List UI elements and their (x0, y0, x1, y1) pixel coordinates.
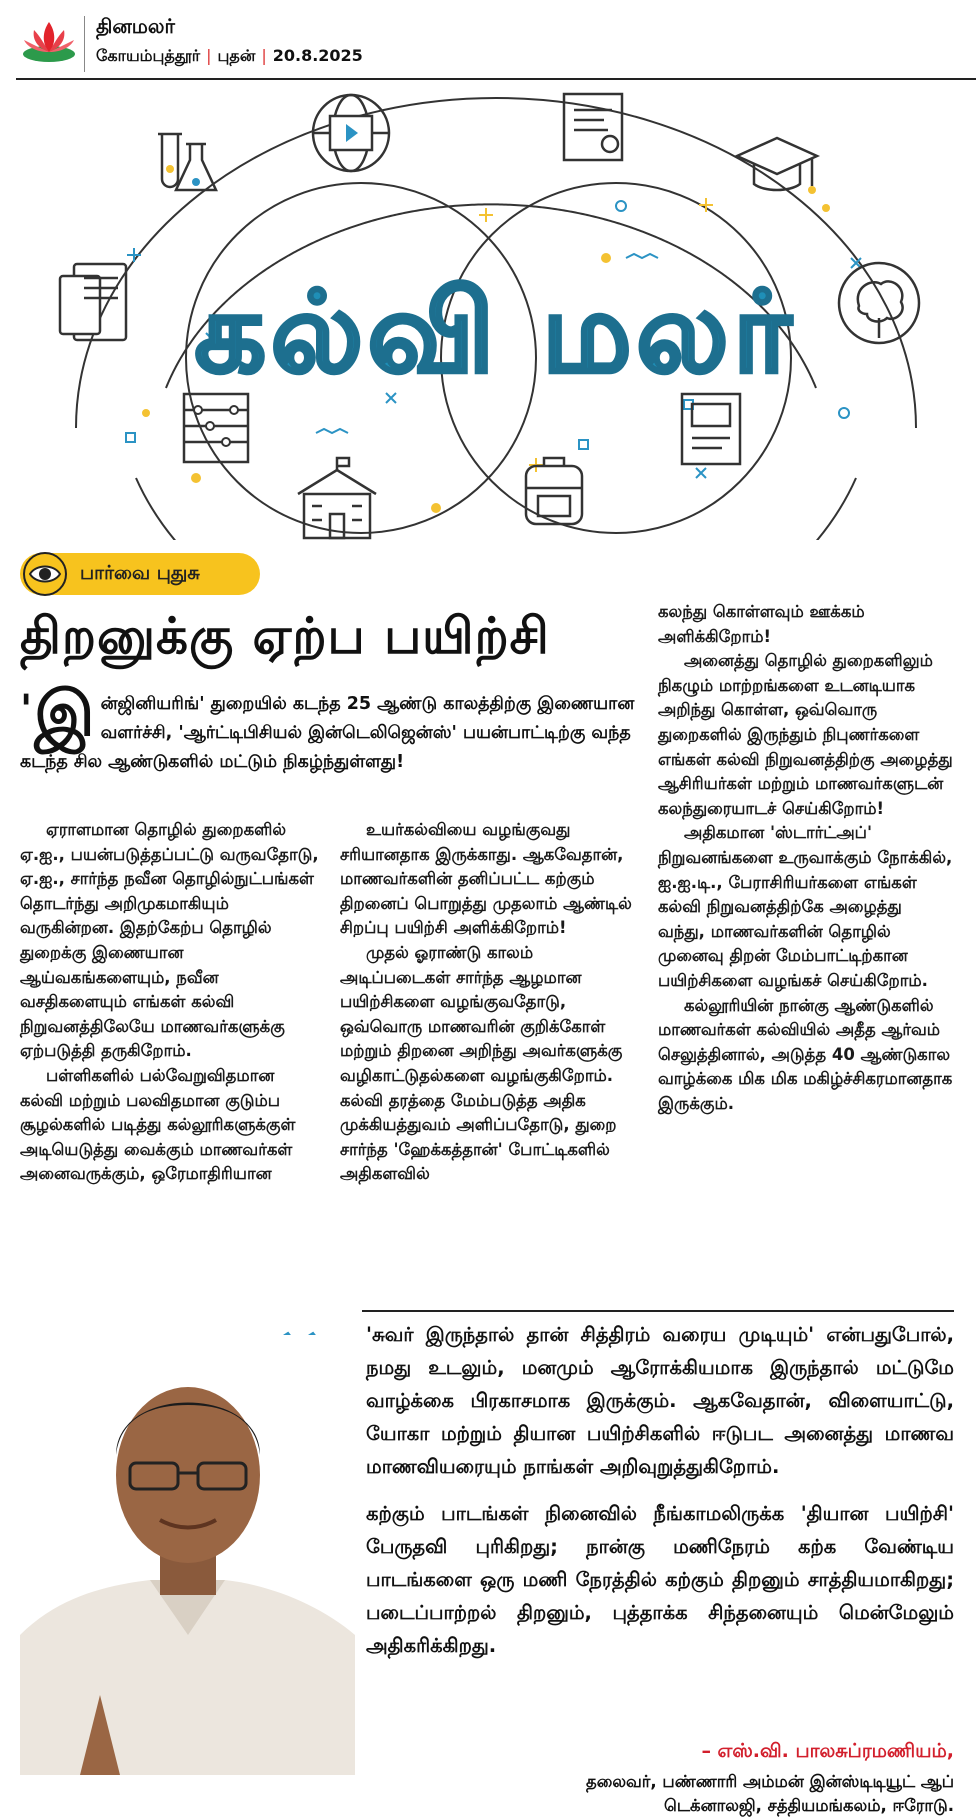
dateline-separator: | (206, 46, 212, 65)
book-globe-icon (306, 88, 396, 178)
certificate-icon (554, 88, 634, 168)
quote-paragraph: கற்கும் பாடங்கள் நினைவில் நீங்காமலிருக்க 'தியான பயிற்சி' பேருதவி புரிகிறது; நான்கு மணிநேரம் கற்க வேண்டிய பாடங்களை ஒரு மணி நேரத்தில் கற்கும் திறனும் சாத்தியமாகிறது; படைப்பாற்றல் திறனும், புத்தாக்க சிந்தனையும் மென்மேலும் அதிகரிக்கிறது. (366, 1502, 954, 1657)
author-title-line: டெக்னாலஜி, சத்தியமங்கலம், ஈரோடு. (664, 1796, 954, 1815)
quote-author: – எஸ்.வி. பாலசுப்ரமணியம், (701, 1740, 954, 1762)
masthead (16, 12, 976, 80)
newspaper-name: தினமலர் (96, 14, 175, 38)
pull-quote (366, 1318, 954, 1676)
column-tag-label: பார்வை புதுசு (80, 562, 200, 584)
quote-divider (362, 1310, 954, 1312)
masthead-divider (84, 16, 85, 72)
backpack-icon (514, 448, 594, 528)
paragraph: பள்ளிகளில் பல்வேறுவிதமான கல்வி மற்றும் பலவிதமான குடும்ப சூழல்களில் படித்து கல்லூரிகளுக்குள் அடியெடுத்து வைக்கும் மாணவர்கள் அனைவருக்கும், ஒரேமாதிரியான (20, 1065, 296, 1184)
article-column-2 (340, 818, 640, 1187)
edition-date: 20.8.2025 (272, 46, 363, 65)
paragraph: கலந்து கொள்ளவும் ஊக்கம் அளிக்கிறோம்! (658, 602, 865, 646)
graduation-cap-icon (732, 126, 822, 216)
portrait-photo (20, 1335, 355, 1775)
article-column-1 (20, 818, 320, 1187)
edition-city: கோயம்புத்தூர் (96, 46, 201, 65)
quote-paragraph: 'சுவர் இருந்தால் தான் சித்திரம் வரைய முடியும்' என்பதுபோல், நமது உடலும், மனமும் ஆரோக்கியமாக இருந்தால் மட்டுமே வாழ்க்கை பிரகாசமாக இருக்கும். ஆகவேதான், விளையாட்டு, யோகா மற்றும் தியான பயிற்சிகளில் ஈடுபட அனைத்து மாணவ மாணவியரையும் நாங்கள் அறிவுறுத்துகிறோம். (366, 1323, 954, 1478)
paragraph: கல்லூரியின் நான்கு ஆண்டுகளில் மாணவர்கள் கல்வியில் அதீத ஆர்வம் செலுத்தினால், அடுத்த 40 ஆண்டுகால வாழ்க்கை மிக மிக மகிழ்ச்சிகரமானதாக இருக்கும். (658, 995, 953, 1113)
paragraph: உயர்கல்வியை வழங்குவது சரியானதாக இருக்காது. ஆகவேதான், மாணவர்களின் தனிப்பட்ட கற்கும் திறனைப் பொறுத்து முதலாம் ஆண்டில் சிறப்பு பயிற்சி அளிக்கிறோம்! (340, 820, 632, 938)
dateline-separator: | (261, 46, 267, 65)
intro-dropcap: இ (34, 677, 95, 750)
flask-icon (142, 124, 222, 204)
school-building-icon (292, 454, 382, 540)
intro-quote-mark: ' (20, 687, 33, 733)
section-title: கல்வி மலர் (194, 268, 796, 398)
paragraph: முதல் ஓராண்டு காலம் அடிப்படைகள் சார்ந்த ஆழமான பயிற்சிகளை வழங்குவதோடு, ஒவ்வொரு மாணவரின் குறிக்கோள் மற்றும் திறனை அறிந்து அவர்களுக்கு வழிகாட்டுதல்களை வழங்குகிறோம். கல்வி தரத்தை மேம்படுத்த அதிக முக்கியத்துவம் அளிப்பதோடு, துறை சார்ந்த 'ஹேக்கத்தான்' போட்டிகளில் அதிகளவில் (340, 942, 623, 1184)
article-headline: திறனுக்கு ஏற்ப பயிற்சி (20, 607, 550, 665)
article-column-3 (658, 600, 954, 1116)
paragraph: அதிகமான 'ஸ்டார்ட்அப்' நிறுவனங்களை உருவாக்கும் நோக்கில், ஐ.ஐ.டி., பேராசிரியர்களை எங்கள் கல்வி நிறுவனத்திற்கே அழைத்து வந்து, மாணவர்களின் தொழில் முனைவு திறன் மேம்பாட்டிற்கான பயிற்சிகளை வழங்கச் செய்கிறோம். (658, 823, 953, 990)
lotus-logo-icon (20, 14, 78, 72)
edition-day: புதன் (217, 46, 256, 65)
intro-text: ன்ஜினியரிங்' துறையில் கடந்த 25 ஆண்டு காலத்திற்கு இணையான வளர்ச்சி, 'ஆர்ட்டிபிசியல் இன்டெலிஜென்ஸ்' பயன்பாட்டிற்கு வந்த கடந்த சில ஆண்டுகளில் மட்டும் நிகழ்ந்துள்ளது! (20, 694, 635, 772)
author-title-line: தலைவர், பண்ணாரி அம்மன் இன்ஸ்டிடியூட் ஆப் (585, 1772, 954, 1791)
section-banner (16, 88, 974, 540)
portrait-illustration (20, 1335, 355, 1775)
eye-icon (22, 551, 68, 597)
column-tag (20, 553, 260, 595)
dateline (96, 46, 363, 67)
paragraph: ஏராளமான தொழில் துறைகளில் ஏ.ஐ., பயன்படுத்தப்பட்டு வருவதோடு, ஏ.ஐ., சார்ந்த நவீன தொழில்நுட்பங்கள் தொடர்ந்து அறிமுகமாகியும் வருகின்றன. இதற்கேற்ப தொழில் துறைக்கு இணையான ஆய்வகங்களையும், நவீன வசதிகளையும் எங்கள் கல்வி நிறுவனத்திலேயே மாணவர்களுக்கு ஏற்படுத்தி தருகிறோம். (20, 820, 319, 1061)
article-intro (20, 677, 660, 777)
paragraph: அனைத்து தொழில் துறைகளிலும் நிகழும் மாற்றங்களை உடனடியாக அறிந்து கொள்ள, ஒவ்வொரு துறைகளில் இருந்தும் நிபுணர்களை எங்கள் கல்வி நிறுவனத்திற்கு அழைத்து ஆசிரியர்கள் மற்றும் மாணவர்களுடன் கலந்துரையாடச் செய்கிறோம்! (658, 651, 953, 818)
quote-author-title (420, 1770, 954, 1818)
